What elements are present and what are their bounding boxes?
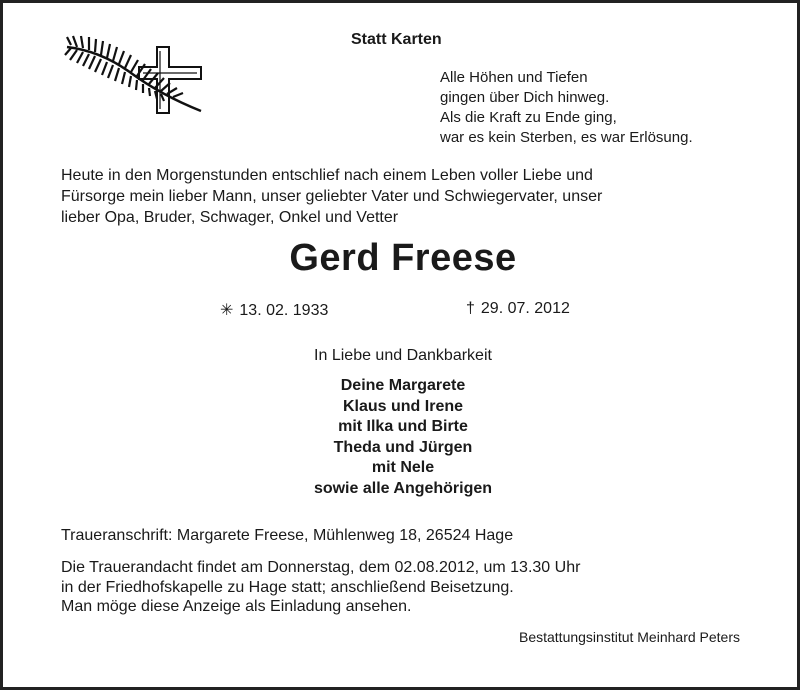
mourners-intro: In Liebe und Dankbarkeit bbox=[314, 347, 492, 364]
poem-line: gingen über Dich hinweg. bbox=[440, 89, 610, 106]
intro-text bbox=[61, 165, 751, 228]
intro-line: Heute in den Morgenstunden entschlief nach einem Leben voller Liebe und bbox=[61, 167, 593, 184]
poem-line: Als die Kraft zu Ende ging, bbox=[440, 109, 617, 126]
birth-date-block bbox=[220, 300, 328, 320]
intro-line: lieber Opa, Bruder, Schwager, Onkel und Vetter bbox=[61, 209, 399, 226]
mourner-name: mit Ilka und Birte bbox=[338, 418, 468, 435]
birth-date: 13. 02. 1933 bbox=[239, 302, 329, 319]
service-line: Die Trauerandacht findet am Donnerstag, dem 02.08.2012, um 13.30 Uhr bbox=[61, 559, 581, 576]
mourner-name: Deine Margarete bbox=[340, 377, 466, 394]
mourning-address: Traueranschrift: Margarete Freese, Mühlenweg 18, 26524 Hage bbox=[61, 527, 514, 544]
death-cross-icon: † bbox=[466, 300, 475, 317]
deceased-name: Gerd Freese bbox=[289, 237, 517, 279]
palm-frond-cross-icon bbox=[61, 33, 211, 117]
service-line: in der Friedhofskapelle zu Hage statt; anschließend Beisetzung. bbox=[61, 578, 514, 596]
header-title: Statt Karten bbox=[351, 31, 442, 48]
birth-star-icon: ✳ bbox=[220, 302, 234, 319]
service-info bbox=[61, 558, 580, 617]
intro-line: Fürsorge mein lieber Mann, unser geliebter Vater und Schwiegervater, unser bbox=[61, 188, 603, 205]
death-date: 29. 07. 2012 bbox=[480, 300, 570, 317]
mourner-name: sowie alle Angehörigen bbox=[313, 479, 493, 497]
mourner-name: Klaus und Irene bbox=[342, 397, 464, 415]
poem-line: Alle Höhen und Tiefen bbox=[440, 69, 588, 86]
service-line: Man möge diese Anzeige als Einladung ansehen. bbox=[61, 598, 412, 615]
death-date-block bbox=[466, 300, 570, 318]
mourners-list bbox=[3, 376, 800, 499]
mourner-name: mit Nele bbox=[371, 459, 435, 476]
poem bbox=[440, 68, 693, 148]
mourner-name: Theda und Jürgen bbox=[333, 438, 473, 456]
undertaker-name: Bestattungsinstitut Meinhard Peters bbox=[518, 629, 740, 645]
poem-line: war es kein Sterben, es war Erlösung. bbox=[440, 129, 693, 146]
